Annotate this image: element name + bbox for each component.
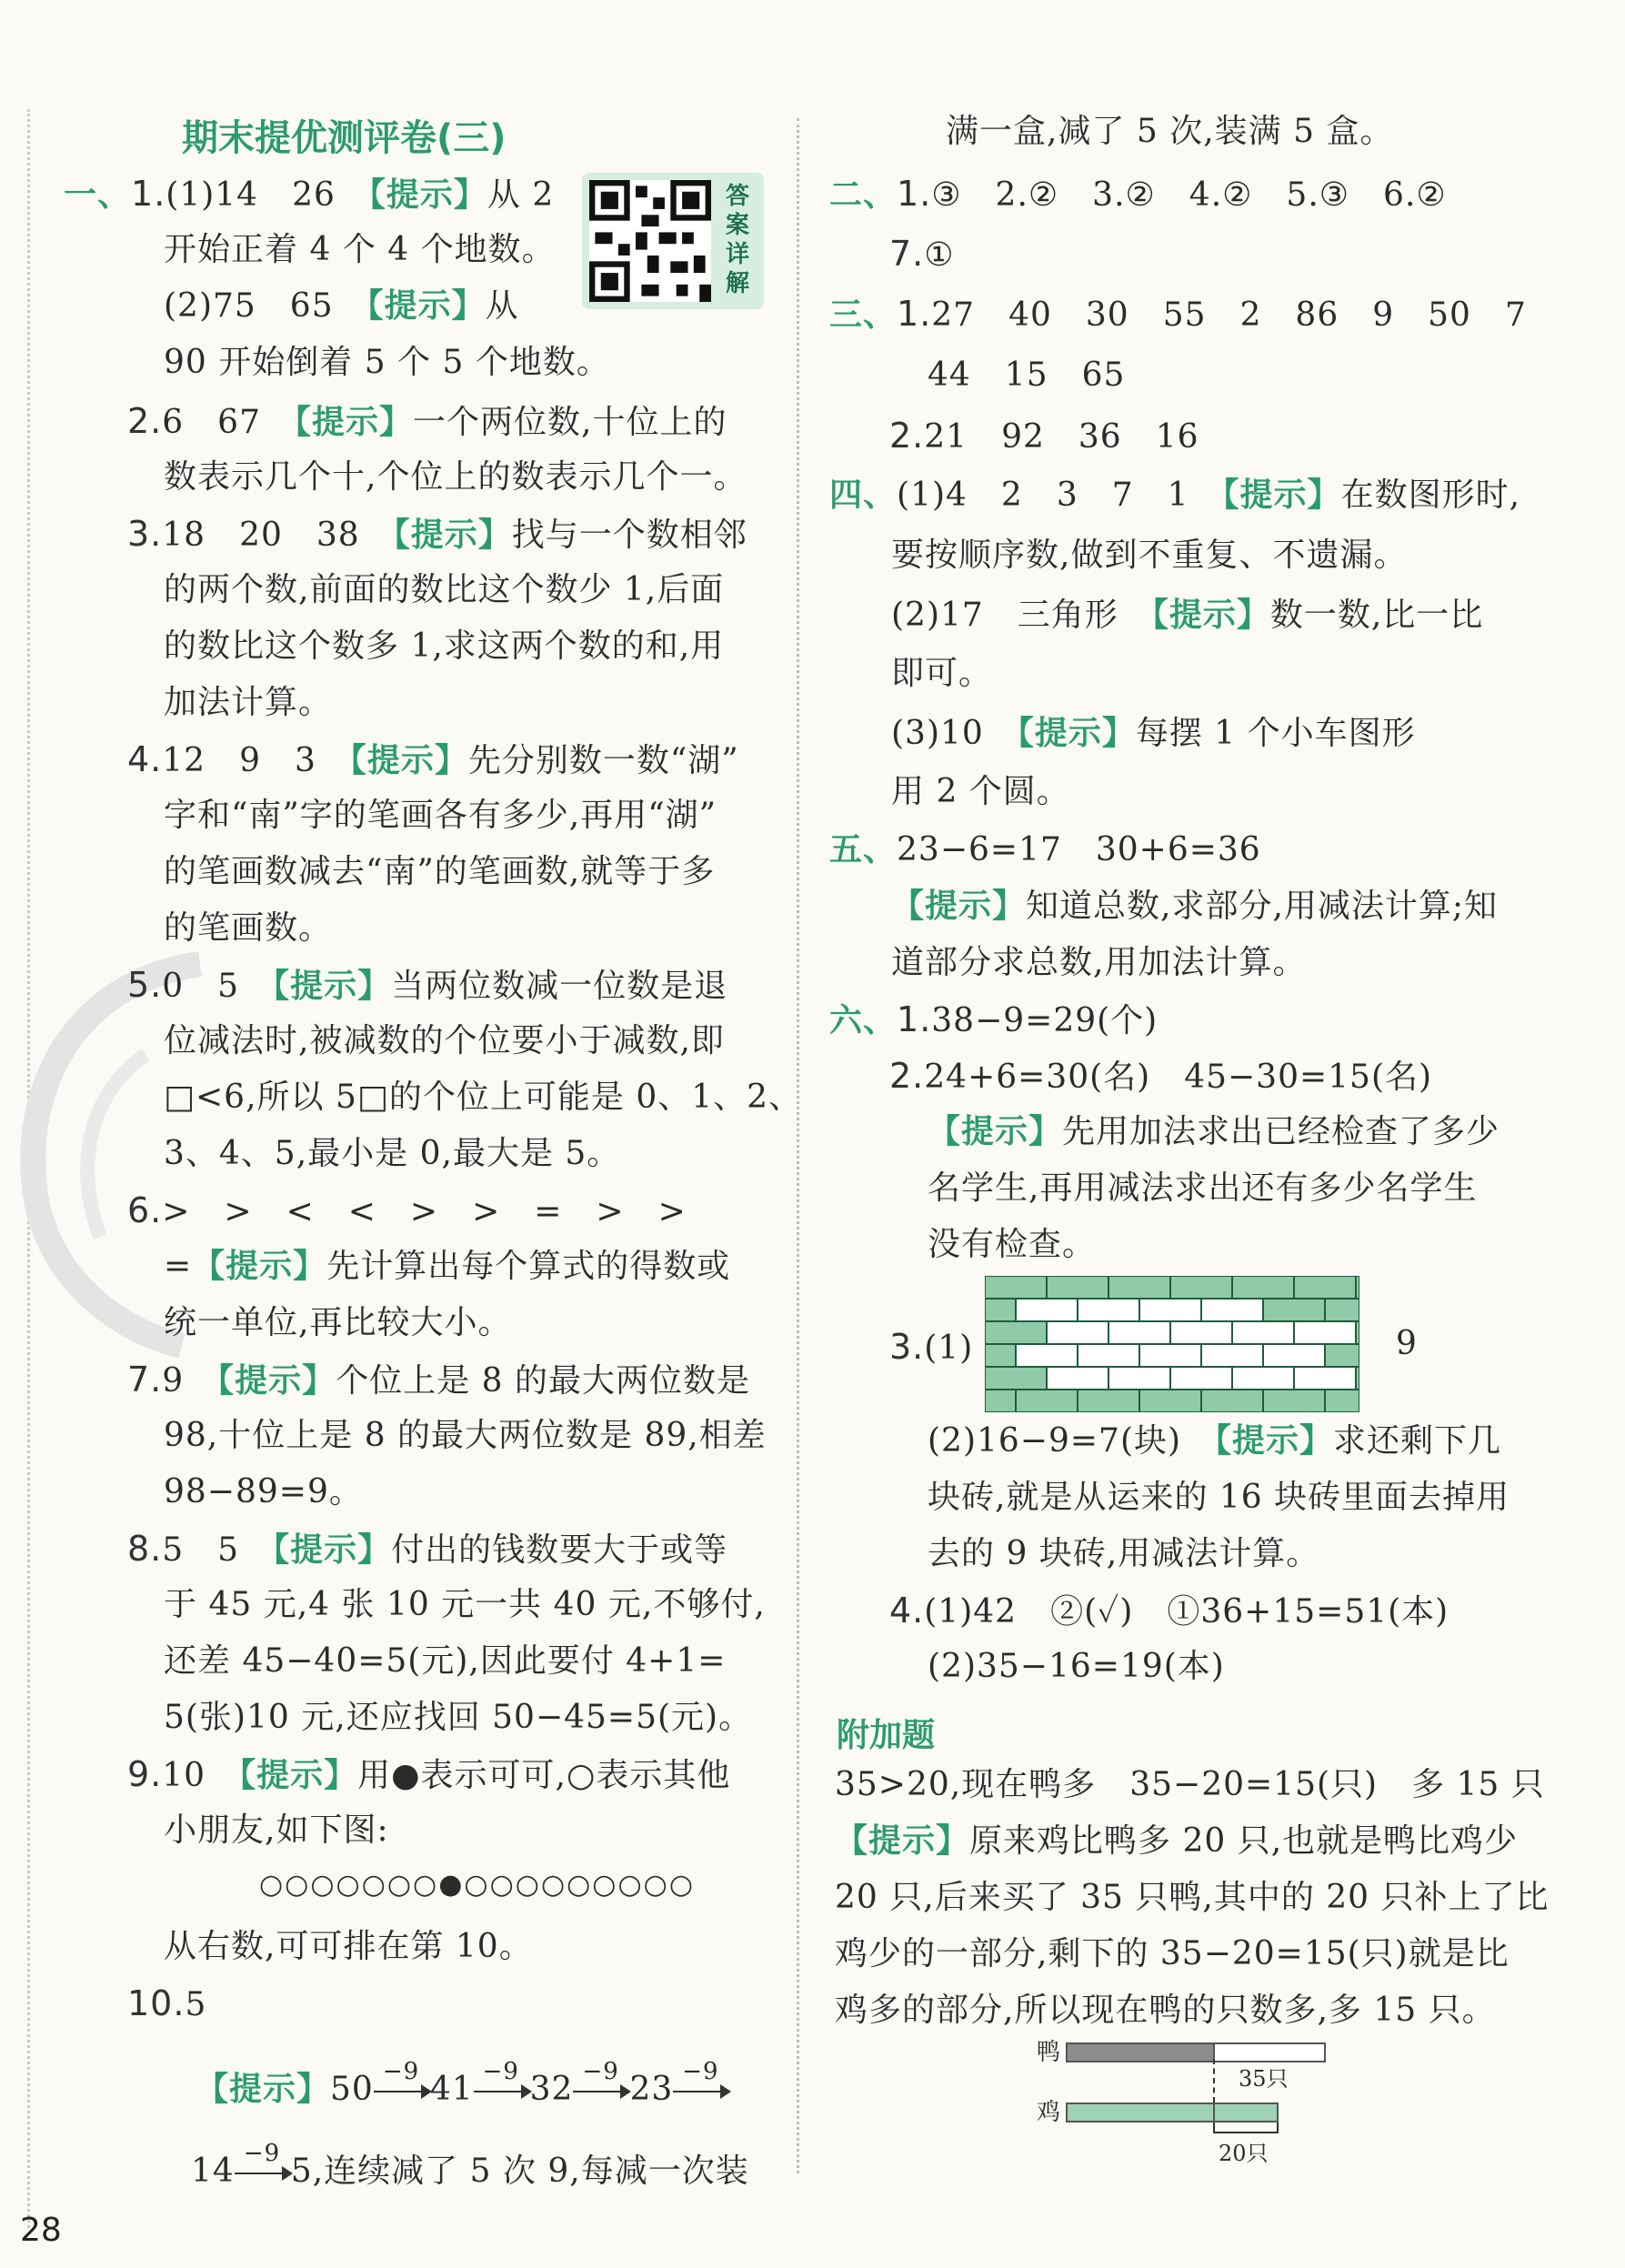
hint-label: 【提示】 xyxy=(1215,1422,1334,1460)
text-line xyxy=(835,1990,1496,2032)
arrow-label: −9 xyxy=(482,2058,519,2085)
section-number: 四、 xyxy=(829,477,898,514)
text-line xyxy=(127,738,739,782)
brick xyxy=(985,1367,1047,1390)
text-line xyxy=(164,1020,725,1062)
answer-text: 20 只,后来买了 35 只鸭,其中的 20 只补上了比 xyxy=(835,1879,1550,1916)
answer-text: 数表示几个十,个位上的数表示几个一。 xyxy=(164,458,747,496)
text-line xyxy=(164,908,332,949)
answer-text: 名学生,再用减法求出还有多少名学生 xyxy=(928,1169,1478,1207)
hint-label: 【提示】 xyxy=(366,287,486,325)
brick xyxy=(1047,1367,1108,1390)
brick xyxy=(1016,1344,1078,1367)
brick xyxy=(1170,1276,1232,1299)
answer-text: 0 5 xyxy=(162,968,274,1005)
brick xyxy=(1016,1390,1078,1412)
text-line xyxy=(164,342,610,384)
section-number: 二、 xyxy=(829,176,898,214)
chicken-bar xyxy=(1066,2102,1215,2122)
hint-label: 【提示】 xyxy=(891,888,1027,925)
answer-text: (1)4 2 3 7 1 xyxy=(897,477,1223,514)
column-divider xyxy=(797,118,799,2173)
hint-label: 【提示】 xyxy=(393,517,512,554)
question-number: 9. xyxy=(127,1754,163,1794)
text-line xyxy=(127,1528,727,1571)
text-line xyxy=(164,1926,533,1968)
text-line xyxy=(164,1302,511,1344)
answer-text: 当两位数减一位数是退 xyxy=(391,968,728,1005)
brick xyxy=(1139,1299,1201,1321)
brick xyxy=(1201,1299,1263,1321)
question-number: 6. xyxy=(127,1190,163,1230)
answer-text: 去的 9 块砖,用减法计算。 xyxy=(928,1535,1320,1572)
brick xyxy=(1232,1367,1294,1390)
text-line xyxy=(928,1224,1096,1266)
answer-text: 的数比这个数多 1,求这两个数的和,用 xyxy=(164,627,725,665)
brick xyxy=(1294,1367,1356,1390)
answer-text: 6 67 xyxy=(162,404,295,441)
question-number: 3. xyxy=(889,1327,925,1367)
brick xyxy=(1047,1276,1108,1299)
question-number: 1. xyxy=(897,999,932,1039)
answer-text: 知道总数,求部分,用减法计算;知 xyxy=(1026,888,1499,925)
qr-code-icon xyxy=(589,180,711,302)
answer-text: 18 20 38 xyxy=(162,517,394,554)
duck-label: 鸭 xyxy=(1037,2039,1061,2066)
answer-text: (2)16−9=7(块) xyxy=(928,1422,1216,1460)
chain-number: 32 xyxy=(529,2071,574,2108)
answer-text: 44 15 65 xyxy=(928,356,1126,394)
answer-text: 27 40 30 55 2 86 9 50 7 xyxy=(931,296,1527,334)
text-line xyxy=(164,1641,726,1682)
answer-text: 找与一个数相邻 xyxy=(511,517,747,554)
text-line xyxy=(889,1055,1432,1099)
answer-text: 满一盒,减了 5 次,装满 5 盒。 xyxy=(946,113,1394,150)
answer-text: 数一数,比一比 xyxy=(1269,597,1484,634)
hint-label: 【提示】 xyxy=(239,1757,358,1794)
brick xyxy=(1201,1344,1263,1367)
subtraction-chain-1 xyxy=(196,2058,729,2111)
text-line xyxy=(891,595,1483,637)
text-line xyxy=(891,535,1407,577)
answer-text: 付出的钱数要大于或等 xyxy=(391,1531,728,1569)
text-line xyxy=(829,173,1447,216)
answer-text: 先分别数一数“湖” xyxy=(467,742,739,779)
brick xyxy=(1170,1367,1232,1390)
answer-text: 9 xyxy=(162,1362,218,1400)
text-line xyxy=(891,886,1498,928)
brick xyxy=(1232,1276,1294,1299)
text-line xyxy=(835,1764,1545,1806)
text-line xyxy=(946,111,1393,153)
text-line xyxy=(835,1821,1518,1862)
qr-label-char: 解 xyxy=(725,270,749,297)
brick xyxy=(1294,1276,1356,1299)
section-number: 三、 xyxy=(829,296,898,334)
arrow-icon xyxy=(673,2058,729,2105)
answer-text: 鸡多的部分,所以现在鸭的只数多,多 15 只。 xyxy=(835,1992,1496,2029)
text-line xyxy=(891,713,1416,755)
text-line xyxy=(127,513,747,557)
hint-label: 【提示】 xyxy=(349,742,468,779)
question-number: 8. xyxy=(127,1529,163,1569)
page-number: 28 xyxy=(20,2212,62,2249)
brick xyxy=(1108,1276,1170,1299)
question-number: 1. xyxy=(897,294,932,334)
text-line xyxy=(829,999,1158,1042)
text-line xyxy=(889,233,955,276)
page-title: 期末提优测评卷(三) xyxy=(182,117,507,159)
text-line xyxy=(164,1133,620,1175)
brick xyxy=(985,1321,1047,1344)
qr-label-char: 答 xyxy=(725,183,749,210)
answer-text: (2)75 65 xyxy=(164,287,367,325)
answer-text: 38−9=29(个) xyxy=(931,1002,1159,1039)
brick xyxy=(985,1276,1047,1299)
brick xyxy=(1016,1299,1078,1321)
hint-label: 【提示】 xyxy=(294,404,413,441)
answer-text: 加法计算。 xyxy=(164,684,333,721)
question-number: 3. xyxy=(127,514,163,554)
answer-text: 98−89=9。 xyxy=(164,1473,363,1510)
answer-text: 35>20,现在鸭多 35−20=15(只) 多 15 只 xyxy=(835,1766,1545,1803)
answer-text: 的笔画数。 xyxy=(164,909,333,947)
chain-number: 14 xyxy=(191,2153,235,2190)
brick xyxy=(1356,1367,1359,1390)
text-line xyxy=(928,1646,1225,1688)
text-line xyxy=(891,771,1070,813)
answer-text: 统一单位,再比较大小。 xyxy=(164,1304,512,1341)
answer-text: ① xyxy=(924,236,955,274)
brick xyxy=(1201,1390,1263,1412)
text-line xyxy=(127,400,727,444)
answer-text: 从右数,可可排在第 10。 xyxy=(164,1928,533,1965)
text-line xyxy=(164,1471,363,1513)
answer-text: (1) xyxy=(924,1330,974,1367)
answer-text: (3)10 xyxy=(891,715,1018,752)
qr-label-char: 案 xyxy=(725,212,749,239)
question-number: 2. xyxy=(889,1056,925,1096)
answer-text: 从 2 xyxy=(486,176,555,214)
label-20: 20只 xyxy=(1219,2141,1269,2166)
answer-text: (1)14 26 xyxy=(166,176,369,214)
answer-text: > > < < > > = > > xyxy=(162,1193,687,1230)
arrow-label: −9 xyxy=(582,2058,619,2085)
hint-label: 【提示】 xyxy=(192,1248,327,1285)
brick xyxy=(1325,1344,1359,1367)
answer-text: 先计算出每个算式的得数或 xyxy=(326,1248,731,1285)
duck-bar-extra xyxy=(1213,2042,1326,2062)
text-line xyxy=(889,415,1199,458)
text-line xyxy=(64,173,554,216)
brick xyxy=(1325,1299,1359,1321)
arrow-label: −9 xyxy=(682,2058,719,2085)
answer-text: (1)42 ②(✓) ①36+15=51(本) xyxy=(924,1593,1449,1631)
brick xyxy=(1263,1390,1325,1412)
text-line xyxy=(164,1246,730,1288)
text-line xyxy=(127,1189,687,1233)
text-line xyxy=(835,1933,1510,1975)
text-line xyxy=(164,1077,802,1119)
text-line xyxy=(164,1584,766,1626)
answer-text: (2)35−16=19(本) xyxy=(928,1648,1225,1685)
answer-text: 开始正着 4 个 4 个地数。 xyxy=(164,231,556,268)
text-line xyxy=(127,1359,750,1402)
hint-label: 【提示】 xyxy=(273,968,392,1005)
answer-text: 12 9 3 xyxy=(162,742,350,779)
label-35: 35只 xyxy=(1239,2066,1289,2092)
brick xyxy=(985,1344,1016,1367)
question-number: 1. xyxy=(897,174,932,214)
duck-bar-shaded xyxy=(1066,2042,1215,2062)
section-number: 五、 xyxy=(829,831,898,868)
arrow-icon xyxy=(374,2058,430,2105)
text-line xyxy=(164,851,715,893)
hint-label: 【提示】 xyxy=(196,2071,331,2108)
brick xyxy=(1078,1299,1139,1321)
bar-comparison-diagram xyxy=(1037,2037,1373,2173)
answer-text: 3、4、5,最小是 0,最大是 5。 xyxy=(164,1135,621,1172)
answer-text: 5 5 xyxy=(162,1531,274,1569)
text-line xyxy=(891,653,992,695)
hint-label: 【提示】 xyxy=(1017,715,1136,752)
chain-text: 5,连续减了 5 次 9,每减一次装 xyxy=(290,2153,749,2190)
answer-text: 原来鸡比鸭多 20 只,也就是鸭比鸡少 xyxy=(969,1822,1519,1860)
text-line xyxy=(164,569,724,611)
brick xyxy=(1047,1321,1108,1344)
section-number: 一、 xyxy=(64,176,132,214)
text-line xyxy=(835,1877,1550,1919)
brick xyxy=(1325,1390,1359,1412)
wall-answer: 9 xyxy=(1396,1325,1418,1362)
answer-text: 21 92 36 16 xyxy=(924,418,1199,456)
answer-text: 鸡少的一部分,剩下的 35−20=15(只)就是比 xyxy=(835,1935,1510,1972)
qr-code-box[interactable] xyxy=(582,173,764,309)
answer-text: 10 xyxy=(162,1757,240,1794)
brick xyxy=(1263,1344,1325,1367)
arrow-icon xyxy=(573,2058,629,2105)
text-line xyxy=(164,1415,767,1457)
text-line xyxy=(829,829,1261,871)
answer-text: 要按顺序数,做到不重复、不遗漏。 xyxy=(891,537,1408,574)
answer-text: 5(张)10 元,还应找回 50−45=5(元)。 xyxy=(164,1699,753,1736)
text-line xyxy=(889,1326,973,1370)
subtraction-chain-2 xyxy=(191,2140,749,2193)
brick xyxy=(985,1390,1016,1412)
hint-label: 【提示】 xyxy=(835,1822,970,1860)
text-line xyxy=(928,1420,1501,1462)
answer-text: 个位上是 8 的最大两位数是 xyxy=(336,1362,750,1400)
text-line xyxy=(928,1477,1510,1519)
question-number: 4. xyxy=(127,739,163,779)
divider-dash xyxy=(1213,2059,1215,2102)
brick xyxy=(1139,1390,1201,1412)
question-number: 2. xyxy=(889,416,925,456)
qr-label xyxy=(717,182,758,298)
brick xyxy=(1108,1367,1170,1390)
answer-text: 于 45 元,4 张 10 元一共 40 元,不够付, xyxy=(164,1586,766,1623)
qr-label-char: 详 xyxy=(725,241,749,268)
answer-text: 90 开始倒着 5 个 5 个地数。 xyxy=(164,344,610,381)
answer-text: 即可。 xyxy=(891,655,993,692)
brick xyxy=(985,1299,1016,1321)
answer-text: 5 xyxy=(185,1986,207,2023)
hint-label: 【提示】 xyxy=(368,176,487,214)
answer-text: 字和“南”字的笔画各有多少,再用“湖” xyxy=(164,797,717,834)
children-row-diagram: ○○○○○○○●○○○○○○○○○ xyxy=(259,1869,696,1901)
brick xyxy=(1108,1321,1170,1344)
text-line xyxy=(127,1982,206,2026)
brick xyxy=(1263,1299,1325,1321)
answer-text: □<6,所以 5□的个位上可能是 0、1、2、 xyxy=(164,1079,803,1116)
answer-text: 的两个数,前面的数比这个数少 1,后面 xyxy=(164,571,725,608)
text-line xyxy=(889,1590,1449,1633)
hint-label: 【提示】 xyxy=(1151,597,1270,634)
answer-text: 用●表示可可,○表示其他 xyxy=(357,1757,731,1794)
hint-label: 【提示】 xyxy=(928,1113,1063,1150)
answer-text: 没有检查。 xyxy=(928,1226,1097,1263)
question-number: 5. xyxy=(127,965,163,1005)
chicken-label: 鸡 xyxy=(1037,2099,1061,2126)
answer-text: 23−6=17 30+6=36 xyxy=(897,831,1261,868)
question-number: 10. xyxy=(127,1983,186,2023)
text-line xyxy=(829,475,1520,517)
text-line xyxy=(164,626,724,667)
hint-label: 【提示】 xyxy=(217,1362,336,1400)
answer-text: ③ 2.② 3.② 4.② 5.③ 6.② xyxy=(931,176,1447,214)
text-line xyxy=(891,942,1306,984)
answer-text: (2)17 三角形 xyxy=(891,597,1152,634)
text-line xyxy=(164,286,519,327)
answer-text: 一个两位数,十位上的 xyxy=(413,404,727,441)
hint-label: 【提示】 xyxy=(1222,477,1341,514)
answer-text: = xyxy=(164,1248,193,1285)
bonus-heading: 附加题 xyxy=(837,1717,936,1754)
answer-text: 求还剩下几 xyxy=(1333,1422,1502,1460)
chain-number: 41 xyxy=(429,2071,474,2108)
answer-text: 在数图形时, xyxy=(1340,477,1521,514)
brick xyxy=(1356,1276,1359,1299)
text-line xyxy=(164,1697,752,1739)
section-number: 六、 xyxy=(829,1002,898,1039)
text-line xyxy=(164,457,747,498)
answer-text: 每摆 1 个小车图形 xyxy=(1135,715,1416,752)
answer-text: 先用加法求出已经检查了多少 xyxy=(1062,1113,1500,1150)
text-line xyxy=(928,355,1125,396)
brick xyxy=(1294,1321,1356,1344)
chicken-bar-extra xyxy=(1213,2102,1279,2122)
answer-text: 小朋友,如下图: xyxy=(164,1811,389,1849)
text-line xyxy=(127,964,727,1008)
brace-20 xyxy=(1213,2122,1279,2133)
question-number: 7. xyxy=(127,1360,163,1400)
text-line xyxy=(164,682,332,724)
text-line xyxy=(829,293,1527,336)
question-number: 7. xyxy=(889,234,925,274)
answer-text: 24+6=30(名) 45−30=15(名) xyxy=(924,1059,1433,1096)
chain-number: 23 xyxy=(629,2071,674,2108)
question-number: 4. xyxy=(889,1591,925,1631)
brick-wall-diagram xyxy=(985,1276,1359,1412)
answer-text: 位减法时,被减数的个位要小于减数,即 xyxy=(164,1022,725,1059)
text-line xyxy=(164,1810,389,1852)
chain-number: 50 xyxy=(330,2071,374,2108)
brick xyxy=(1170,1321,1232,1344)
brick xyxy=(1356,1321,1359,1344)
text-line xyxy=(164,795,717,837)
question-number: 2. xyxy=(127,401,163,441)
answer-text: 道部分求总数,用加法计算。 xyxy=(891,944,1307,981)
answer-text: 的笔画数减去“南”的笔画数,就等于多 xyxy=(164,853,716,890)
brick xyxy=(1232,1321,1294,1344)
text-line xyxy=(164,229,556,271)
text-line xyxy=(928,1533,1319,1575)
text-line xyxy=(127,1753,730,1797)
answer-text: 98,十位上是 8 的最大两位数是 89,相差 xyxy=(164,1417,767,1454)
brick xyxy=(1139,1344,1201,1367)
answer-text: 用 2 个圆。 xyxy=(891,773,1070,810)
arrow-label: −9 xyxy=(243,2140,281,2167)
answer-text: 还差 45−40=5(元),因此要付 4+1= xyxy=(164,1642,727,1680)
text-line xyxy=(928,1168,1477,1209)
arrow-label: −9 xyxy=(382,2058,420,2085)
question-number: 1. xyxy=(131,174,166,214)
brick xyxy=(1078,1390,1139,1412)
text-line xyxy=(928,1111,1500,1153)
arrow-icon xyxy=(235,2140,291,2187)
brick xyxy=(1078,1344,1139,1367)
hint-label: 【提示】 xyxy=(273,1531,392,1569)
answer-text: 块砖,就是从运来的 16 块砖里面去掉用 xyxy=(928,1479,1510,1516)
answer-text: 从 xyxy=(485,287,519,325)
arrow-icon xyxy=(474,2058,530,2105)
